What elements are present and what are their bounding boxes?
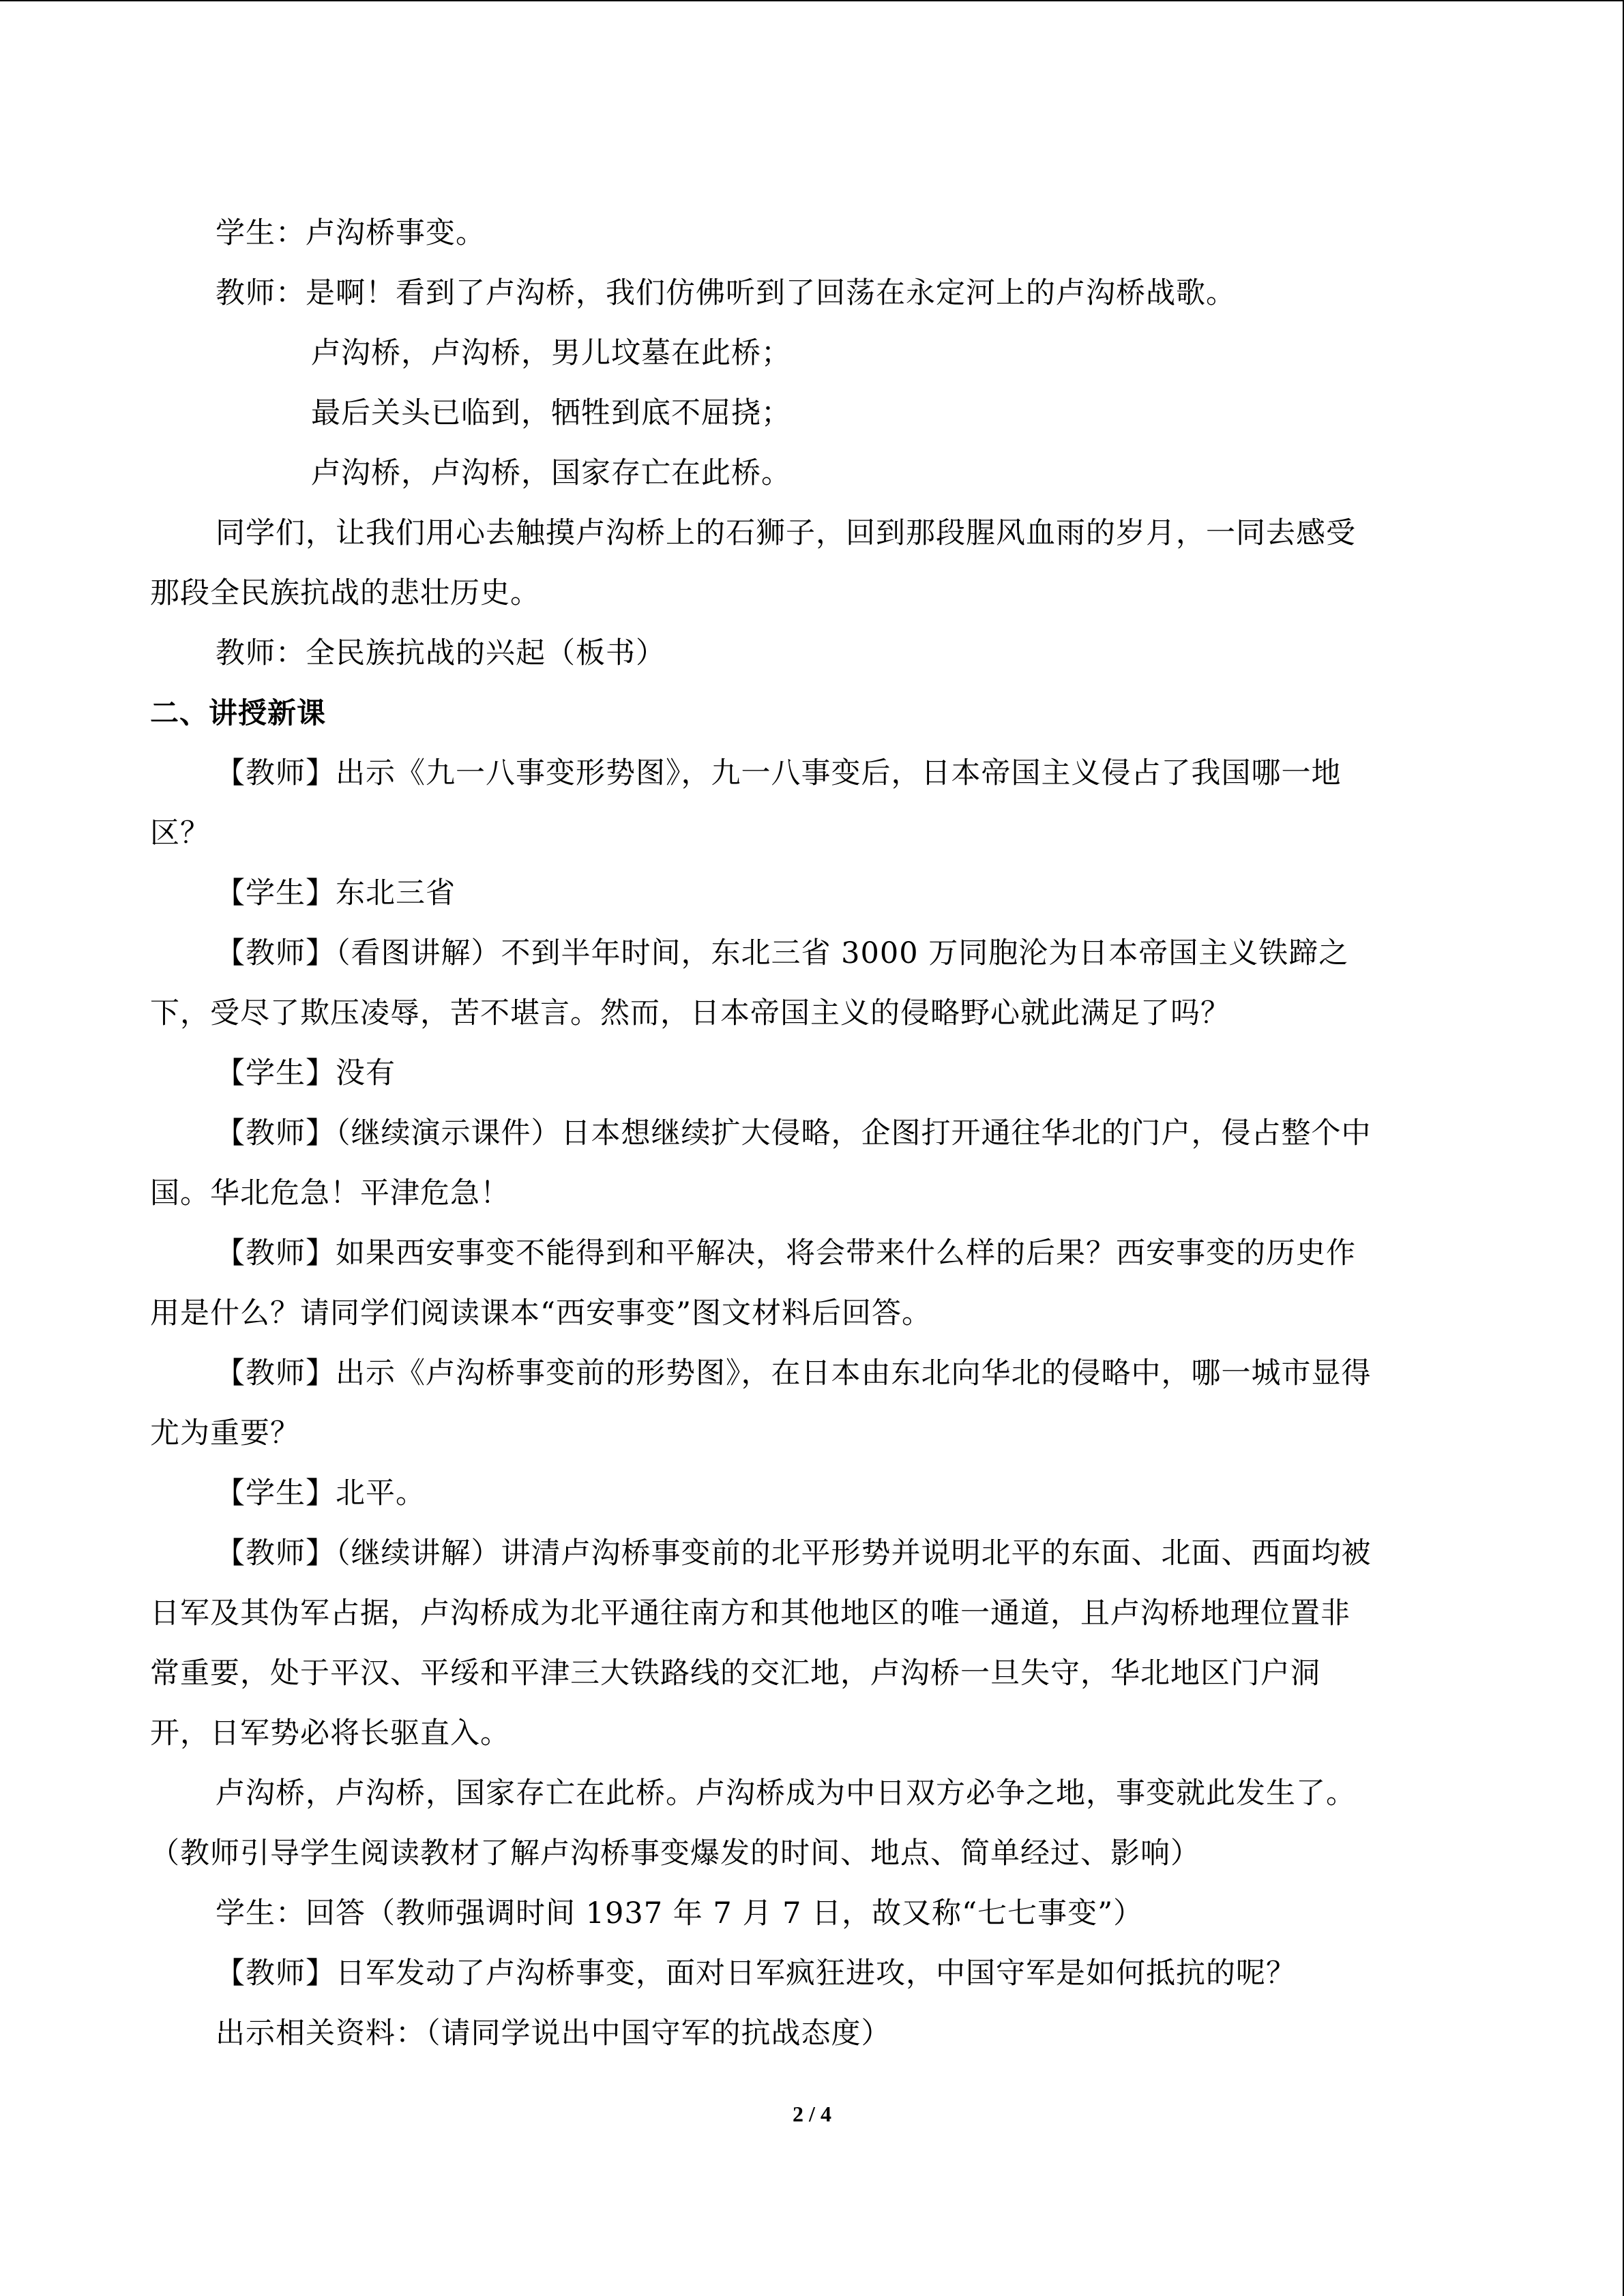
text-line: 日军及其伪军占据，卢沟桥成为北平通往南方和其他地区的唯一通道，且卢沟桥地理位置非: [150, 1596, 1350, 1630]
text-line: 【教师】（继续演示课件）日本想继续扩大侵略，企图打开通往华北的门户，侵占整个中: [216, 1116, 1372, 1150]
text-line: 区？: [150, 816, 210, 850]
poem-line: 卢沟桥，卢沟桥，男儿坟墓在此桥；: [311, 336, 791, 370]
text-line: 尤为重要？: [150, 1416, 300, 1450]
text-line: 用是什么？请同学们阅读课本“西安事变”图文材料后回答。: [150, 1296, 932, 1330]
text-line: 下，受尽了欺压凌辱，苦不堪言。然而，日本帝国主义的侵略野心就此满足了吗？: [150, 996, 1230, 1030]
poem-line: 卢沟桥，卢沟桥，国家存亡在此桥。: [311, 456, 791, 490]
document-body: [150, 203, 1477, 2063]
text-line: 学生：回答（教师强调时间 1937 年 7 月 7 日，故又称“七七事变”）: [216, 1896, 1144, 1930]
text-line: 【学生】北平。: [216, 1476, 426, 1510]
text-line: 卢沟桥，卢沟桥，国家存亡在此桥。卢沟桥成为中日双方必争之地，事变就此发生了。: [216, 1776, 1356, 1810]
text-line: 【教师】出示《九一八事变形势图》，九一八事变后，日本帝国主义侵占了我国哪一地: [216, 756, 1342, 790]
page-number: 2 / 4: [793, 2102, 831, 2126]
text-line: 那段全民族抗战的悲壮历史。: [150, 576, 540, 610]
text-line: 【学生】东北三省: [216, 876, 456, 910]
text-line: 国。华北危急！平津危急！: [150, 1176, 510, 1210]
text-line: 【教师】（继续讲解）讲清卢沟桥事变前的北平形势并说明北平的东面、北面、西面均被: [216, 1536, 1372, 1570]
text-line: 教师：全民族抗战的兴起（板书）: [216, 636, 666, 670]
text-line: 出示相关资料：（请同学说出中国守军的抗战态度）: [216, 2016, 891, 2051]
text-line: 常重要，处于平汉、平绥和平津三大铁路线的交汇地，卢沟桥一旦失守，华北地区门户洞: [150, 1656, 1320, 1690]
text-line: 【学生】没有: [216, 1056, 396, 1090]
poem-line: 最后关头已临到，牺牲到底不屈挠；: [311, 396, 791, 430]
text-line: 开，日军势必将长驱直入。: [150, 1716, 510, 1750]
text-line: 【教师】如果西安事变不能得到和平解决，将会带来什么样的后果？西安事变的历史作: [216, 1236, 1356, 1270]
text-line: 教师：是啊！看到了卢沟桥，我们仿佛听到了回荡在永定河上的卢沟桥战歌。: [216, 276, 1236, 310]
text-line: 同学们，让我们用心去触摸卢沟桥上的石狮子，回到那段腥风血雨的岁月，一同去感受: [216, 516, 1356, 550]
text-line: （教师引导学生阅读教材了解卢沟桥事变爆发的时间、地点、简单经过、影响）: [150, 1836, 1200, 1870]
page-top-border: [0, 0, 1624, 1]
text-line: 【教师】（看图讲解）不到半年时间，东北三省 3000 万同胞沦为日本帝国主义铁蹄之: [216, 936, 1349, 970]
text-line: 学生：卢沟桥事变。: [216, 216, 486, 250]
section-heading: 二、讲授新课: [150, 696, 327, 730]
text-line: 【教师】出示《卢沟桥事变前的形势图》，在日本由东北向华北的侵略中，哪一城市显得: [216, 1356, 1372, 1390]
text-line: 【教师】日军发动了卢沟桥事变，面对日军疯狂进攻，中国守军是如何抵抗的呢？: [216, 1956, 1296, 1991]
